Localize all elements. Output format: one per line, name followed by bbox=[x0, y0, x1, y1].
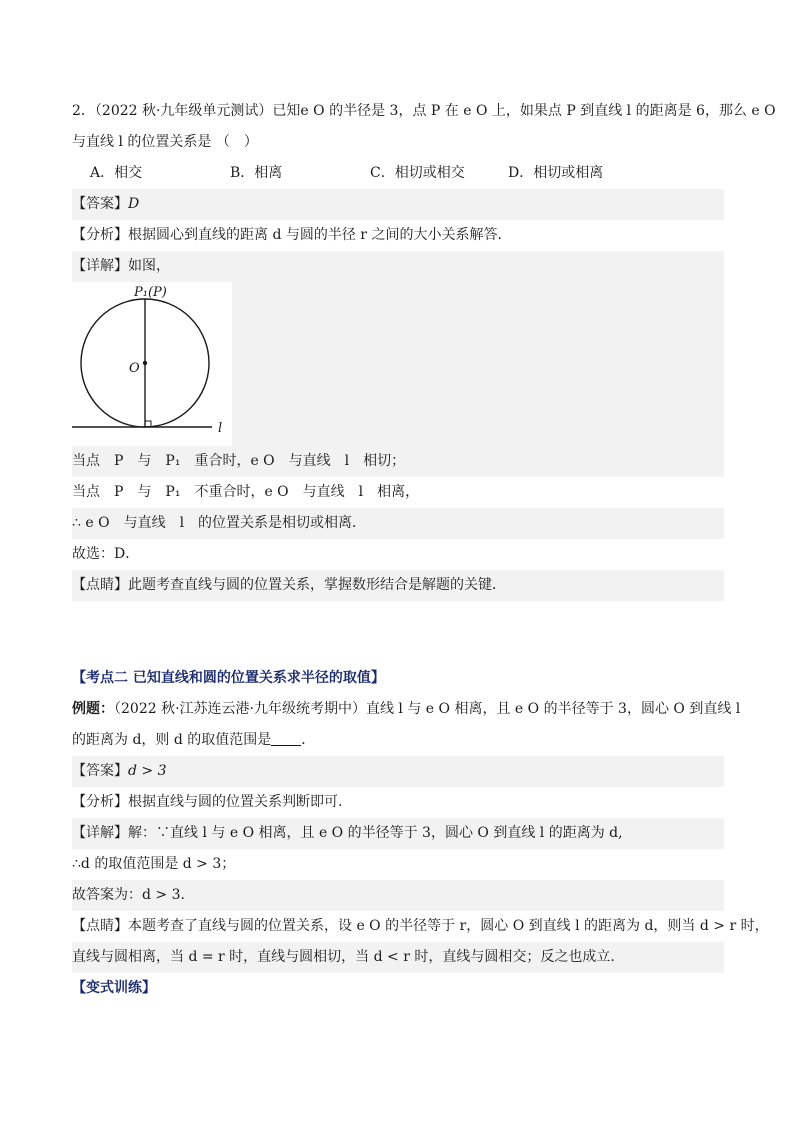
circle-figure bbox=[72, 282, 232, 446]
document-page bbox=[72, 96, 776, 1004]
analysis-text: 根据圆心到直线的距离 d 与圆的半径 r 之间的大小关系解答． bbox=[128, 227, 512, 243]
center-point bbox=[143, 361, 147, 365]
kp2-answer-row bbox=[72, 756, 724, 787]
comment-label: 【点睛】 bbox=[72, 577, 128, 593]
kp2-answer-label: 【答案】 bbox=[72, 763, 128, 779]
answer-blank bbox=[271, 729, 301, 746]
kp2-analysis-row bbox=[72, 787, 724, 818]
kp2-answer-value: d > 3 bbox=[128, 763, 167, 779]
label-l: l bbox=[218, 421, 223, 436]
circle-diagram bbox=[72, 282, 232, 446]
kp2-detail-text: 解：∵直线 l 与 e O 相离，且 e O 的半径等于 3，圆心 O 到直线 l 的距离为 d, bbox=[128, 825, 623, 841]
detail-label: 【详解】 bbox=[72, 258, 128, 274]
option-c: C．相切或相交 bbox=[370, 165, 465, 181]
choice-row: 故选：D． bbox=[72, 546, 140, 562]
example-label: 例题： bbox=[72, 701, 114, 717]
detail-text: 如图， bbox=[128, 258, 170, 274]
example-line1 bbox=[72, 694, 741, 725]
step-1: 当点 P 与 P₁ 重合时，e O 与直线 l 相切； bbox=[72, 446, 724, 477]
kp2-comment-row2: 直线与圆相离，当 d = r 时，直线与圆相切，当 d < r 时，直线与圆相交；反之也成立. bbox=[72, 942, 724, 973]
answer-label: 【答案】 bbox=[72, 196, 128, 212]
kp2-detail-label: 【详解】 bbox=[72, 825, 128, 841]
option-a: A．相交 bbox=[90, 165, 143, 181]
question-2-line1: 2．（2022 秋·九年级单元测试）已知e O 的半径是 3，点 P 在 e O 上，如果点 P 到直线 l 的距离是 6，那么 e O bbox=[72, 103, 776, 119]
example-line2 bbox=[72, 725, 724, 756]
kp2-comment-text1: 本题考查了直线与圆的位置关系，设 e O 的半径等于 r，圆心 O 到直线 l 的距离为 d，则当 d > r 时， bbox=[128, 918, 769, 934]
option-d: D．相切或相离 bbox=[508, 165, 604, 181]
kp2-analysis-label: 【分析】 bbox=[72, 794, 128, 810]
comment-text: 此题考查直线与圆的位置关系，掌握数形结合是解题的关键． bbox=[128, 577, 506, 593]
analysis-row bbox=[72, 220, 724, 251]
kp2-comment-label: 【点睛】 bbox=[72, 918, 128, 934]
label-p1: P₁(P) bbox=[134, 285, 167, 300]
option-b: B．相离 bbox=[230, 165, 283, 181]
kp2-step-2: 故答案为：d > 3. bbox=[72, 880, 724, 911]
kp2-analysis-text: 根据直线与圆的位置关系判断即可. bbox=[128, 794, 343, 810]
analysis-label: 【分析】 bbox=[72, 227, 128, 243]
section-heading: 【考点二 已知直线和圆的位置关系求半径的取值】 bbox=[72, 670, 385, 686]
figure-area bbox=[72, 282, 724, 446]
answer-value: D bbox=[128, 196, 140, 212]
kp2-detail-row bbox=[72, 818, 724, 849]
question-2-line2: 与直线 l 的位置关系是 （ ） bbox=[72, 134, 258, 150]
step-3: ∴ e O 与直线 l 的位置关系是相切或相离． bbox=[72, 508, 724, 539]
section-gap bbox=[72, 601, 724, 663]
kp2-step-1: ∴d 的取值范围是 d > 3； bbox=[72, 856, 236, 872]
step-2: 当点 P 与 P₁ 不重合时，e O 与直线 l 相离， bbox=[72, 484, 420, 500]
example-text2: 的距离为 d，则 d 的取值范围是 bbox=[72, 732, 272, 748]
question-2-options bbox=[72, 158, 724, 189]
comment-row bbox=[72, 570, 724, 601]
answer-row bbox=[72, 189, 724, 220]
example-text1: （2022 秋·江苏连云港·九年级统考期中）直线 l 与 e O 相离，且 e O 的半径等于 3，圆心 O 到直线 l bbox=[114, 701, 741, 717]
practice-heading: 【变式训练】 bbox=[72, 980, 156, 996]
detail-row bbox=[72, 251, 724, 282]
example-text2-end: ． bbox=[301, 732, 316, 748]
kp2-comment-row1 bbox=[72, 911, 769, 942]
label-o: O bbox=[129, 361, 140, 376]
